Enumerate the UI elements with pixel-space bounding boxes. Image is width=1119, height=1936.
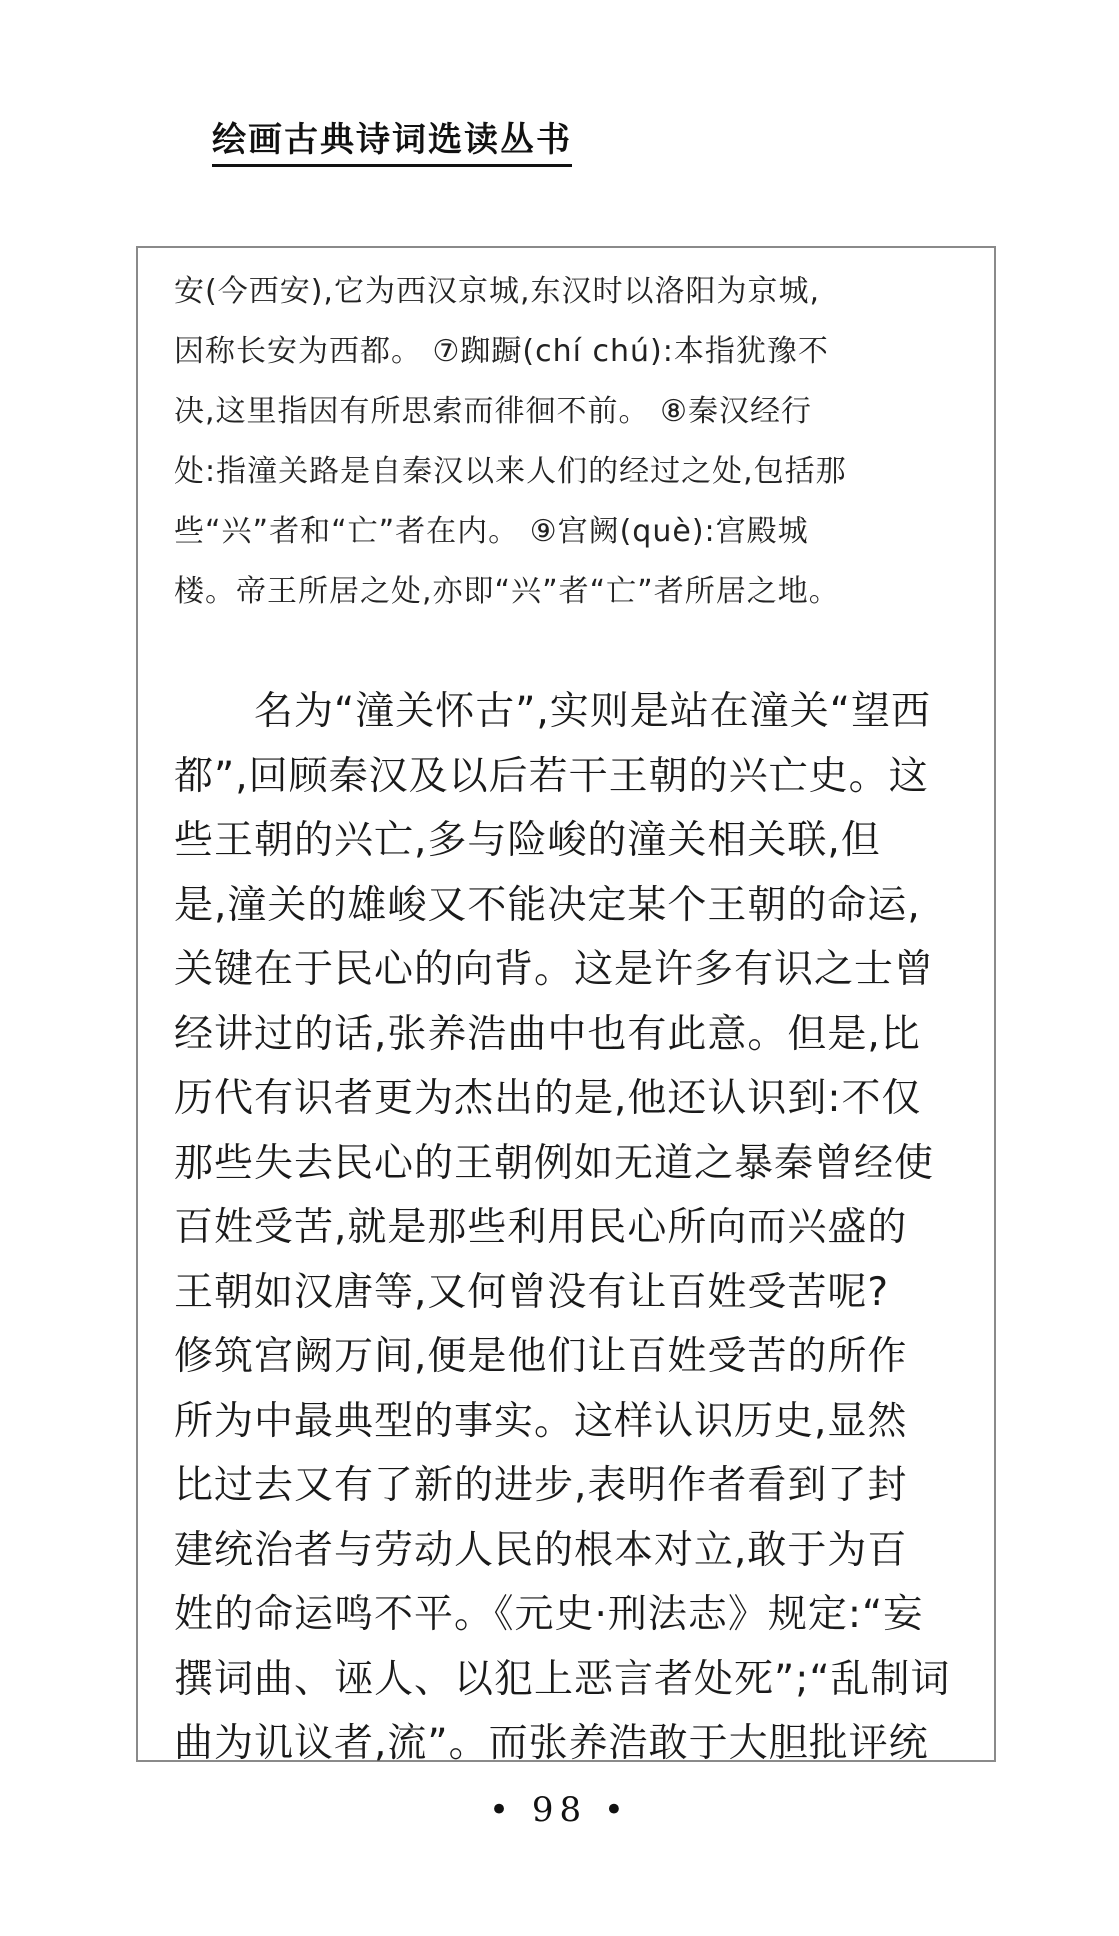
note-line: 处:指潼关路是自秦汉以来人们的经过之处,包括那 xyxy=(174,454,847,489)
note-line: 因称长安为西都。 ⑦踟蹰(chí chú):本指犹豫不 xyxy=(174,334,829,369)
body-line: 姓的命运鸣不平。《元史·刑法志》规定:“妄 xyxy=(174,1592,924,1637)
note-line: 决,这里指因有所思索而徘徊不前。 ⑧秦汉经行 xyxy=(174,394,812,429)
body-line: 曲为讥议者,流”。而张养浩敢于大胆批评统 xyxy=(174,1721,929,1766)
body-line: 历代有识者更为杰出的是,他还认识到:不仅 xyxy=(174,1076,922,1121)
body-line: 经讲过的话,张养浩曲中也有此意。但是,比 xyxy=(174,1011,921,1057)
note-line: 楼。帝王所居之处,亦即“兴”者“亡”者所居之地。 xyxy=(174,574,840,609)
annotation-notes xyxy=(174,262,966,622)
body-line: 名为“潼关怀古”,实则是站在潼关“望西 xyxy=(174,689,932,734)
body-line: 比过去又有了新的进步,表明作者看到了封 xyxy=(174,1463,908,1508)
page-number: • 98 • xyxy=(489,1790,630,1830)
body-line: 百姓受苦,就是那些利用民心所向而兴盛的 xyxy=(174,1205,908,1250)
body-line: 修筑宫阙万间,便是他们让百姓受苦的所作 xyxy=(174,1334,908,1379)
body-line: 都”,回顾秦汉及以后若干王朝的兴亡史。这 xyxy=(174,753,929,799)
note-line: 安(今西安),它为西汉京城,东汉时以洛阳为京城, xyxy=(174,274,821,309)
body-line: 建统治者与劳动人民的根本对立,敢于为百 xyxy=(174,1527,908,1573)
body-line: 王朝如汉唐等,又何曾没有让百姓受苦呢? xyxy=(174,1269,890,1315)
body-line: 撰词曲、诬人、以犯上恶言者处死”;“乱制词 xyxy=(174,1656,951,1702)
body-line: 那些失去民心的王朝例如无道之暴秦曾经使 xyxy=(174,1140,935,1186)
body-line: 些王朝的兴亡,多与险峻的潼关相关联,但 xyxy=(174,818,881,863)
body-line: 是,潼关的雄峻又不能决定某个王朝的命运, xyxy=(174,882,921,928)
body-line: 关键在于民心的向背。这是许多有识之士曾 xyxy=(174,947,935,992)
commentary-paragraph xyxy=(174,680,974,1777)
body-line: 所为中最典型的事实。这样认识历史,显然 xyxy=(174,1398,908,1444)
series-title: 绘画古典诗词选读丛书 xyxy=(212,118,572,167)
note-line: 些“兴”者和“亡”者在内。 ⑨宫阙(què):宫殿城 xyxy=(174,514,809,549)
